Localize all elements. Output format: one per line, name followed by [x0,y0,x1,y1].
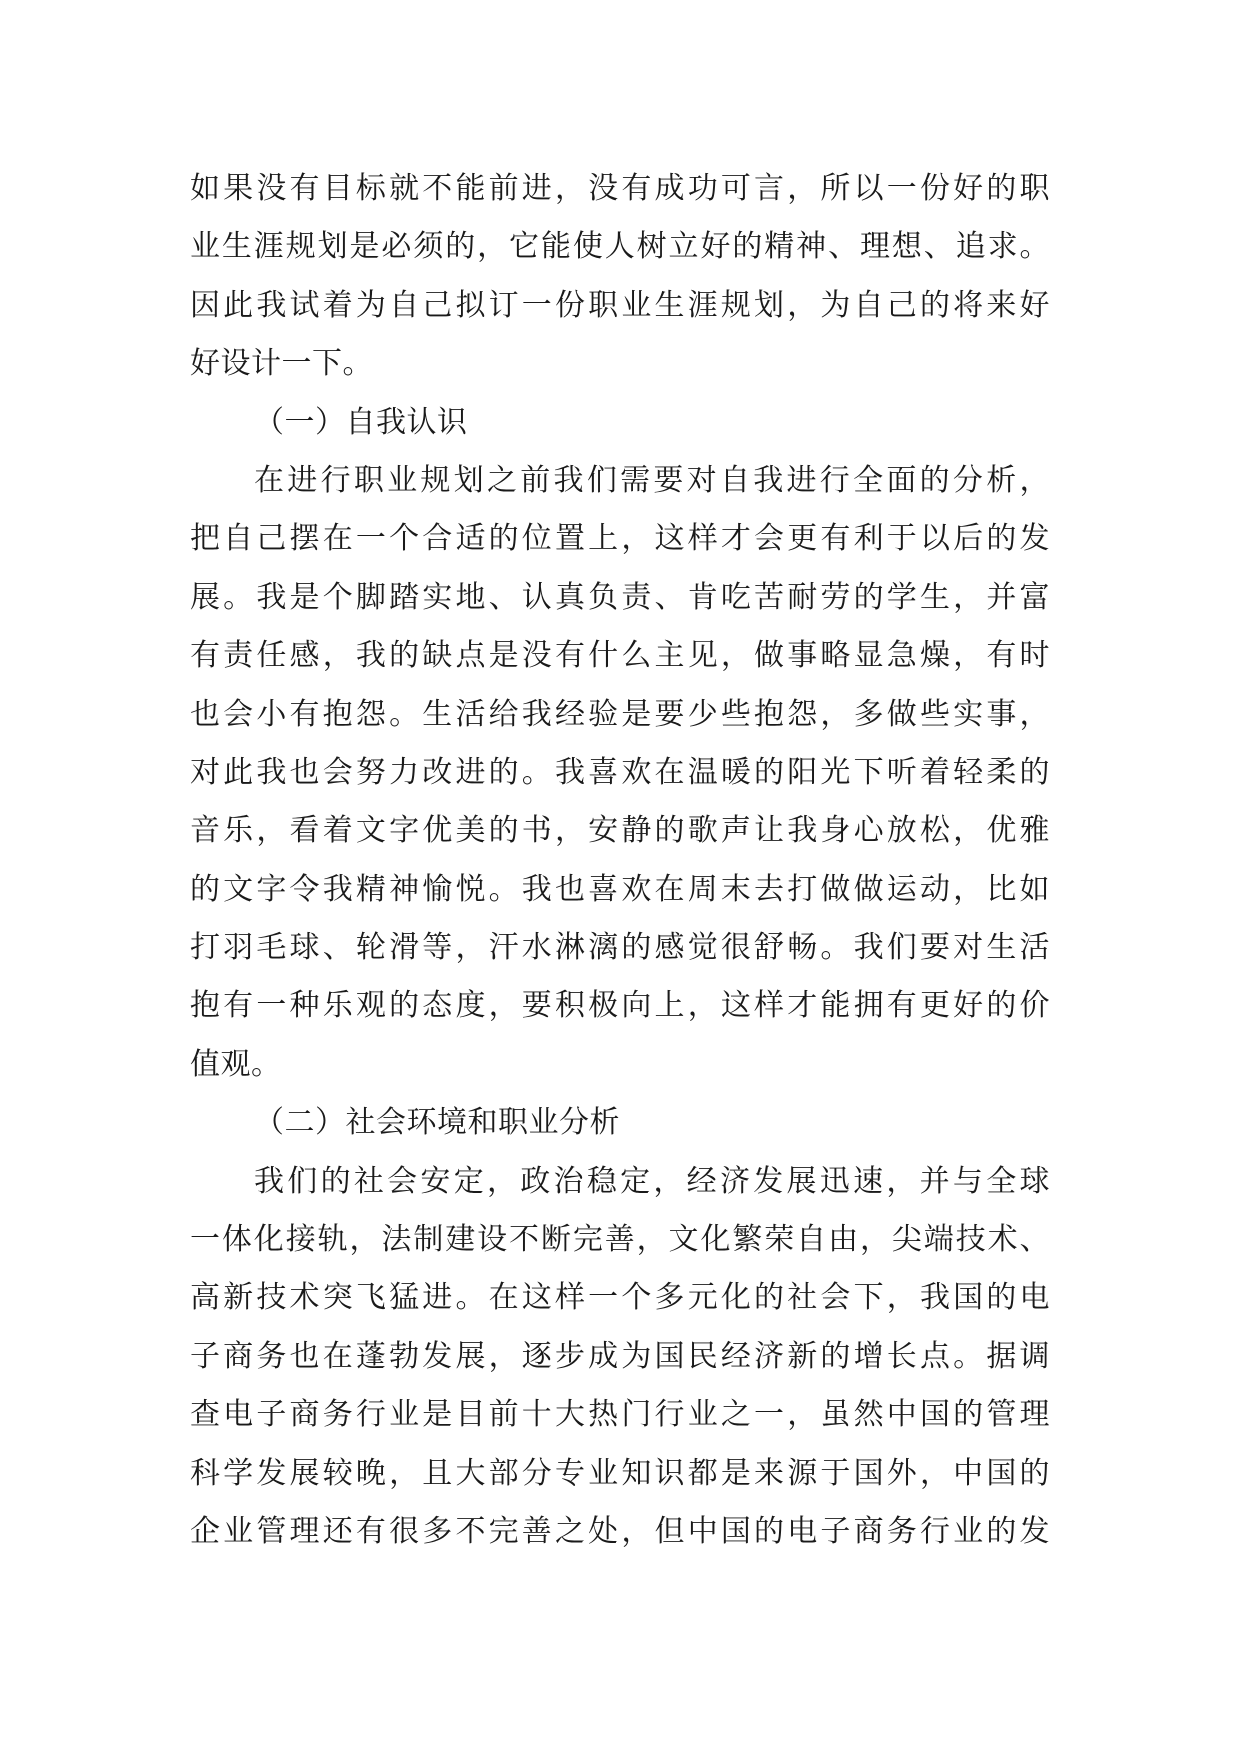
paragraph-line: 音乐，看着文字优美的书，安静的歌声让我身心放松，优雅 [190,813,1050,849]
paragraph-line: 科学发展较晚，且大部分专业知识都是来源于国外，中国的 [190,1455,1050,1491]
paragraph-line: 有责任感，我的缺点是没有什么主见，做事略显急燥，有时 [190,638,1050,674]
paragraph-line: 企业管理还有很多不完善之处，但中国的电子商务行业的发 [190,1513,1050,1549]
paragraph-line: 查电子商务行业是目前十大热门行业之一，虽然中国的管理 [190,1397,1050,1433]
intro-line: 因此我试着为自己拟订一份职业生涯规划，为自己的将来好 [190,287,1050,323]
paragraph-line: 展。我是个脚踏实地、认真负责、肯吃苦耐劳的学生，并富 [190,579,1050,615]
section-heading-social-environment: （二）社会环境和职业分析 [254,1105,620,1141]
paragraph-line: 抱有一种乐观的态度，要积极向上，这样才能拥有更好的价 [190,988,1050,1024]
paragraph-line: 对此我也会努力改进的。我喜欢在温暖的阳光下听着轻柔的 [190,754,1050,790]
paragraph-line: 打羽毛球、轮滑等，汗水淋漓的感觉很舒畅。我们要对生活 [190,930,1050,966]
intro-line: 业生涯规划是必须的，它能使人树立好的精神、理想、追求。 [190,229,1050,265]
paragraph-line: 的文字令我精神愉悦。我也喜欢在周末去打做做运动，比如 [190,871,1050,907]
paragraph-line: 一体化接轨，法制建设不断完善，文化繁荣自由，尖端技术、 [190,1222,1050,1258]
section-heading-self-knowledge: （一）自我认识 [254,404,468,440]
intro-line: 如果没有目标就不能前进，没有成功可言，所以一份好的职 [190,171,1050,206]
paragraph-line: 高新技术突飞猛进。在这样一个多元化的社会下，我国的电 [190,1280,1050,1316]
paragraph-line: 值观。 [190,1046,282,1082]
paragraph-line: 在进行职业规划之前我们需要对自我进行全面的分析， [254,462,1050,498]
paragraph-line: 也会小有抱怨。生活给我经验是要少些抱怨，多做些实事， [190,696,1050,732]
paragraph-line: 子商务也在蓬勃发展，逐步成为国民经济新的增长点。据调 [190,1338,1050,1374]
paragraph-line: 我们的社会安定，政治稳定，经济发展迅速，并与全球 [254,1163,1050,1199]
paragraph-line: 把自己摆在一个合适的位置上，这样才会更有利于以后的发 [190,521,1050,557]
document-page [190,160,1050,1561]
intro-line: 好设计一下。 [190,346,373,382]
